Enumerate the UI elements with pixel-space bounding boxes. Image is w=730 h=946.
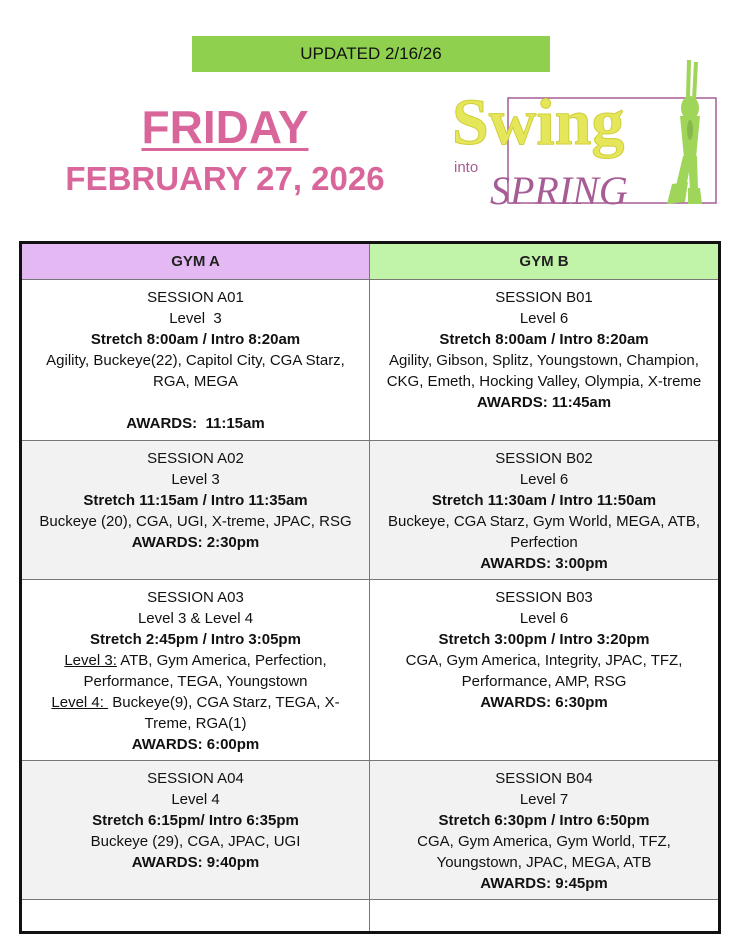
session-times: Stretch 6:15pm/ Intro 6:35pm (92, 812, 299, 829)
session-level: Level 4 (171, 791, 220, 808)
logo-swing-text: Swing (452, 86, 625, 159)
session-teams: Buckeye (29), CGA, JPAC, UGI (90, 833, 301, 850)
event-date: FEBRUARY 27, 2026 (65, 160, 385, 197)
session-awards: AWARDS: 2:30pm (131, 534, 260, 551)
session-times: Stretch 11:30am / Intro 11:50am (431, 492, 657, 509)
logo-spring-text: SPRING (490, 168, 628, 210)
session-name: SESSION A04 (147, 770, 244, 787)
session-level: Level 7 (519, 791, 569, 808)
session-name: SESSION A02 (147, 450, 244, 467)
level-3-label: Level 3: (64, 652, 117, 669)
session-name: SESSION A03 (147, 589, 244, 606)
level-4-label: Level 4: (51, 694, 109, 711)
session-level: Level 6 (519, 471, 569, 488)
session-name: SESSION B04 (495, 770, 593, 787)
session-teams: CGA, Gym America, Integrity, JPAC, TFZ, Performance, AMP, RSG (405, 652, 683, 690)
session-times: Stretch 8:00am / Intro 8:20am (90, 331, 301, 348)
session-teams: Agility, Gibson, Splitz, Youngstown, Champion, CKG, Emeth, Hocking Valley, Olympia, X-treme (386, 352, 702, 390)
session-name: SESSION B02 (495, 450, 593, 467)
session-teams: Buckeye (20), CGA, UGI, X-treme, JPAC, RSG (39, 513, 352, 530)
session-level: Level 3 & Level 4 (137, 610, 254, 627)
session-b01-cell (370, 280, 720, 441)
empty-row (21, 900, 720, 933)
updated-banner: UPDATED 2/16/26 (192, 36, 550, 72)
table-row (21, 280, 720, 441)
session-a02-cell (21, 441, 370, 580)
empty-cell (21, 900, 370, 933)
session-awards: AWARDS: 3:00pm (480, 555, 608, 572)
gym-a-header: GYM A (21, 243, 370, 280)
session-awards: AWARDS: 6:00pm (131, 736, 260, 753)
session-level: Level 6 (519, 610, 569, 627)
session-awards: AWARDS: 11:45am (476, 394, 612, 411)
session-times: Stretch 11:15am / Intro 11:35am (83, 492, 308, 509)
gym-b-header: GYM B (370, 243, 720, 280)
day-title: FRIDAY (141, 101, 309, 153)
session-name: SESSION B03 (495, 589, 593, 606)
session-level: Level 3 (171, 471, 220, 488)
session-name: SESSION A01 (147, 289, 244, 306)
level-3-team-list: ATB, Gym America, Perfection, Performance, TEGA, Youngstown (83, 652, 327, 690)
session-a04-cell (21, 761, 370, 900)
session-level: Level 3 (169, 310, 222, 327)
empty-cell (370, 900, 720, 933)
logo-into-text: into (454, 159, 479, 176)
level-4-teams (32, 692, 359, 734)
session-schedule-table (19, 241, 721, 934)
session-awards: AWARDS: 9:40pm (131, 854, 260, 871)
table-row (21, 761, 720, 900)
swing-into-spring-logo (450, 58, 722, 210)
session-times: Stretch 2:45pm / Intro 3:05pm (90, 631, 301, 648)
session-times: Stretch 8:00am / Intro 8:20am (439, 331, 649, 348)
session-b04-cell (370, 761, 720, 900)
session-teams: Buckeye, CGA Starz, Gym World, MEGA, ATB, Perfection (387, 513, 701, 551)
session-a03-cell (21, 580, 370, 761)
session-awards: AWARDS: 9:45pm (480, 875, 608, 892)
session-awards: AWARDS: 11:15am (126, 415, 265, 432)
level-3-teams (32, 650, 359, 692)
session-teams: CGA, Gym America, Gym World, TFZ, Youngstown, JPAC, MEGA, ATB (417, 833, 671, 871)
table-row (21, 441, 720, 580)
session-times: Stretch 3:00pm / Intro 3:20pm (438, 631, 650, 648)
level-4-team-list: Buckeye(9), CGA Starz, TEGA, X-Treme, RGA(1) (108, 694, 340, 732)
session-b02-cell (370, 441, 720, 580)
session-awards: AWARDS: 6:30pm (480, 694, 608, 711)
table-header-row (21, 243, 720, 280)
session-a01-cell (21, 280, 370, 441)
table-row (21, 580, 720, 761)
spacer (32, 392, 359, 413)
session-teams: Agility, Buckeye(22), Capitol City, CGA Starz, RGA, MEGA (46, 352, 345, 390)
session-times: Stretch 6:30pm / Intro 6:50pm (438, 812, 650, 829)
session-level: Level 6 (519, 310, 569, 327)
session-name: SESSION B01 (495, 289, 593, 306)
session-b03-cell (370, 580, 720, 761)
